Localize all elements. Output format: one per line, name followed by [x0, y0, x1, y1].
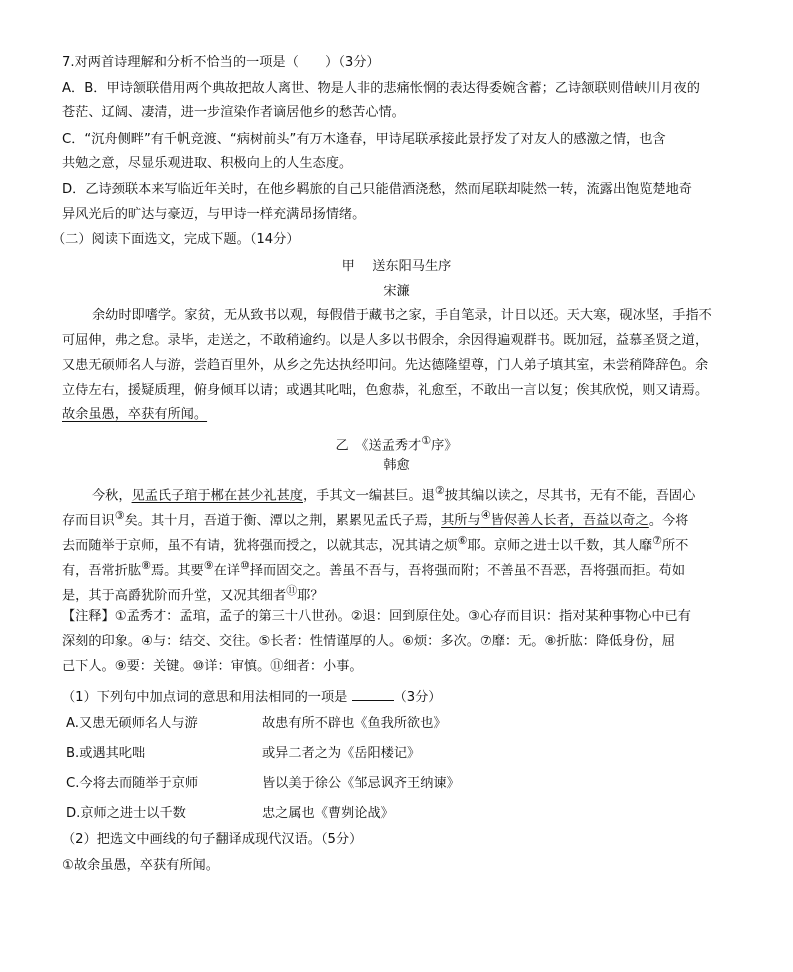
q1-option-b-left: B.或遇其叱咄	[66, 746, 146, 761]
underlined-sentence: 见孟氏子琯于郴在甚少礼甚度	[131, 488, 303, 504]
jia-title: 甲 送东阳马生序	[341, 259, 452, 274]
jia-line-5-underlined: 故余虽愚，卒获有所闻。	[62, 407, 208, 422]
q1-option-b-right: 或异二者之为《岳阳楼记》	[262, 746, 421, 761]
q1-option-d-right: 忠之属也《曹刿论战》	[262, 806, 394, 821]
q7-option-d-line1: D．乙诗颈联本来写临近年关时，在他乡羁旅的自己只能借酒浇愁，然而尾联却陡然一转，流露出饱览楚地奇	[62, 182, 692, 197]
notes-line-1: 【注释】①孟秀才：孟琯，孟子的第三十八世孙。②退：回到原住处。③心存而目识：指对某种事物心中已有	[62, 609, 691, 624]
q1-option-a-right: 故患有所不辟也《鱼我所欲也》	[262, 716, 447, 731]
q7-option-d-line2: 异风光后的旷达与豪迈，与甲诗一样充满昂扬情绪。	[62, 207, 366, 222]
q1-stem: （1）下列句中加点词的意思和用法相同的一项是 （3分）	[62, 690, 442, 705]
notes-line-3: 己下人。⑨要：关键。⑩详：审慎。⑪细者：小事。	[62, 659, 363, 674]
q7-option-ab-line2: 苍茫、辽阔、凄清，进一步渲染作者谪居他乡的愁苦心情。	[62, 105, 405, 120]
q2-stem: （2）把选文中画线的句子翻译成现代汉语。（5分）	[62, 832, 363, 847]
yi-line-2: 存而目识③矣。其十月，吾道于衡、潭以之荆，累累见孟氏子焉，其所与④皆侭善人长者，吾益以奇之。今将	[62, 509, 689, 529]
notes-line-2: 深刻的印象。④与：结交、交往。⑤长者：性情谨厚的人。⑥烦：多次。⑦靡：无。⑧折肱：降低身份，屈	[62, 634, 675, 649]
yi-line-4: 有，吾常折肱⑧焉。其要⑨在详⑩择而固交之。善虽不吾与，吾将强而附；不善虽不吾恶，吾将强而拒。苟如	[62, 559, 686, 579]
underlined-sentence: 其所与④皆侭善人长者，吾益以奇之	[441, 509, 649, 529]
section2-heading: （二）阅读下面选文，完成下题。（14分）	[52, 232, 300, 247]
q1-option-a-left: A.又患无硕师名人与游	[66, 716, 198, 731]
jia-line-4: 立侍左右，援疑质理，俯身倾耳以请；或遇其叱咄，色愈恭，礼愈至，不敢出一言以复；俟其欣悦，则又请焉。	[62, 383, 709, 398]
q7-option-c-line2: 共勉之意，尽显乐观进取、积极向上的人生态度。	[62, 156, 353, 171]
yi-title: 乙 《送孟秀才①序》	[335, 434, 458, 454]
q1-option-d-left: D.京师之进士以千数	[66, 806, 186, 821]
q7-stem: 7.对两首诗理解和分析不恰当的一项是（ ）（3分）	[62, 55, 380, 70]
jia-line-2: 可屈伸，弗之怠。录毕，走送之，不敢稍逾约。以是人多以书假余，余因得遍观群书。既加冠，益慕圣贤之道，	[62, 333, 709, 348]
q7-option-c-line1: C．“沉舟侧畔”有千帆竞渡、“病树前头”有万木逢春，甲诗尾联承接此景抒发了对友人的感激之情，也含	[62, 132, 666, 147]
yi-line-5: 是，其于高爵犹阶而升堂，又况其细者⑪耶？	[62, 584, 324, 604]
q2-item-1: ①故余虽愚，卒获有所闻。	[62, 858, 219, 873]
q7-option-ab-line1: A．B．甲诗颔联借用两个典故把故人离世、物是人非的悲痛怅惘的表达得委婉含蓄；乙诗颔联则借峡川月夜的	[62, 81, 700, 96]
yi-line-1: 今秋，见孟氏子琯于郴在甚少礼甚度，手其文一编甚巨。退②披其编以读之，尽其书，无有不能，吾固心	[92, 484, 696, 504]
yi-line-3: 去而随举于京师，虽不有请，犹将强而授之，以就其志，况其请之烦⑥耶。京师之进士以千数，其人靡⑦所不	[62, 534, 689, 554]
jia-line-1: 余幼时即嗜学。家贫，无从致书以观，每假借于藏书之家，手自笔录，计日以还。天大寒，砚冰坚，手指不	[92, 308, 712, 323]
yi-author: 韩愈	[383, 458, 410, 473]
q1-option-c-left: C.今将去而随举于京师	[66, 776, 199, 791]
answer-blank[interactable]	[352, 688, 394, 701]
jia-author: 宋濂	[383, 284, 410, 299]
jia-line-3: 又患无硕师名人与游，尝趋百里外，从乡之先达执经叩问。先达德隆望尊，门人弟子填其室，未尝稍降辞色。余	[62, 358, 709, 373]
q1-option-c-right: 皆以美于徐公《邹忌讽齐王纳谏》	[262, 776, 460, 791]
